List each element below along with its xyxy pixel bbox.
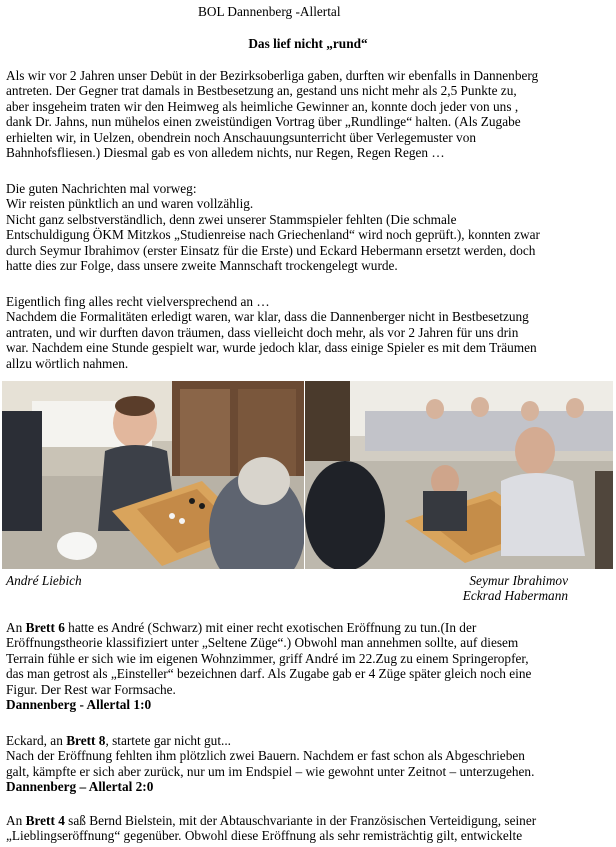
board-label: Brett 4 — [25, 813, 65, 828]
text-line: Nach der Eröffnung fehlten ihm plötzlich zwei Bauern. Nachdem er fast schon als Abgeschrieben — [6, 748, 525, 764]
start-paragraph — [6, 294, 610, 371]
caption-right-1: Seymur Ibrahimov — [469, 573, 568, 588]
text-line: „Lieblingseröffnung“ gegenüber. Obwohl diese Eröffnung als sehr remisträchtig gilt, entwickelte — [6, 828, 523, 844]
text-line: durch Seymur Ibrahimov (erster Einsatz für die Erste) und Eckard Hebermann ersetzt werden, doch — [6, 242, 536, 258]
brett6-paragraph — [6, 620, 610, 712]
board-label: Brett 6 — [25, 620, 65, 635]
text-line: Terrain fühle er sich wie im eigenen Wohnzimmer, griff André im 22.Zug zu einem Springeropfer, — [6, 650, 529, 666]
article-title: Das lief nicht „rund“ — [248, 36, 368, 51]
text-line: Eigentlich fing alles recht vielversprechend an … — [6, 294, 270, 309]
text-fragment: An — [6, 620, 26, 635]
page-header: BOL Dannenberg -Allertal — [198, 4, 341, 19]
text-line: war. Nachdem eine Stunde gespielt war, wurde jedoch klar, dass einige Spieler es mit dem Träumen — [6, 340, 537, 356]
caption-right-2: Eckrad Habermann — [462, 588, 568, 603]
score-line: Dannenberg – Allertal 2:0 — [6, 779, 154, 795]
text-line: Als wir vor 2 Jahren unser Debüt in der Bezirksoberliga gaben, durften wir ebenfalls in Dannenberg — [6, 68, 539, 83]
intro-paragraph — [6, 68, 610, 160]
photo-ibrahimov-habermann — [305, 381, 613, 569]
brett8-paragraph — [6, 733, 610, 795]
text-line — [6, 620, 610, 635]
text-line: antreten. Der Gegner trat damals in Bestbesetzung an, gestand uns nicht mehr als 2,5 Punkte zu, — [6, 83, 517, 99]
board-label: Brett 8 — [66, 733, 106, 748]
text-line: Figur. Der Rest war Formsache. — [6, 681, 176, 697]
text-line: aber insgeheim traten wir den Heimweg als heimliche Gewinner an, konnte doch jeder von uns , — [6, 98, 519, 114]
caption-left: André Liebich — [6, 573, 82, 588]
text-line: dank Dr. Jahns, nun mühelos einen zweistündigen Vortrag über „Rundlinge“ halten. (Als Zugabe — [6, 114, 521, 130]
text-line — [6, 733, 610, 748]
text-line: Nicht ganz selbstverständlich, denn zwei unserer Stammspieler fehlten (Die schmale — [6, 211, 457, 227]
news-paragraph — [6, 181, 610, 273]
text-line: Bahnhofsfliesen.) Diesmal gab es von alledem nichts, nur Regen, Regen Regen … — [6, 145, 445, 161]
text-line: das man getrost als „Einsteller“ bezeichnen darf. Als Zugabe gab er 4 Züge später gleich noch eine — [6, 666, 532, 682]
text-line: galt, kämpfte er sich aber zurück, nur um im Endspiel – wie gewohnt unter Zeitnot – unterzugehen. — [6, 763, 535, 779]
text-line: hatte dies zur Folge, dass unsere zweite Mannschaft trockengelegt wurde. — [6, 258, 398, 274]
score-line: Dannenberg - Allertal 1:0 — [6, 697, 152, 713]
text-fragment: An — [6, 813, 26, 828]
text-fragment: saß Bernd Bielstein, mit der Abtauschvariante in der Französischen Verteidigung, seiner — [64, 813, 537, 828]
text-line: Die guten Nachrichten mal vorweg: — [6, 181, 197, 196]
text-line: erhielten wir, in Uelzen, obendrein noch Anschauungsunterricht über Verlegemuster von — [6, 129, 477, 145]
text-fragment: Eckard, an — [6, 733, 67, 748]
text-line — [6, 813, 610, 828]
brett4-paragraph — [6, 813, 610, 844]
text-fragment: , startete gar nicht gut... — [105, 733, 231, 748]
text-fragment: hatte es André (Schwarz) mit einer recht exotischen Eröffnung zu tun.(In der — [64, 620, 477, 635]
text-line: Eröffnungstheorie klassifiziert unter „Seltene Züge“.) Obwohl man annehmen sollte, auf diesem — [6, 635, 519, 651]
text-line: Wir reisten pünktlich an und waren vollzählig. — [6, 196, 254, 212]
photo-andre-liebich — [2, 381, 304, 569]
text-line: Entschuldigung ÖKM Mitzkos „Studienreise nach Griechenland“ wird noch geprüft.), konnten zwar — [6, 227, 540, 243]
text-line: Nachdem die Formalitäten erledigt waren, war klar, dass die Dannenberger nicht in Bestbesetzung — [6, 309, 529, 325]
text-line: antraten, und wir durften davon träumen, dass vielleicht doch mehr, als vor 2 Jahren für uns drin — [6, 324, 519, 340]
text-line: allzu wörtlich nahmen. — [6, 355, 129, 371]
photo-strip — [2, 381, 613, 569]
